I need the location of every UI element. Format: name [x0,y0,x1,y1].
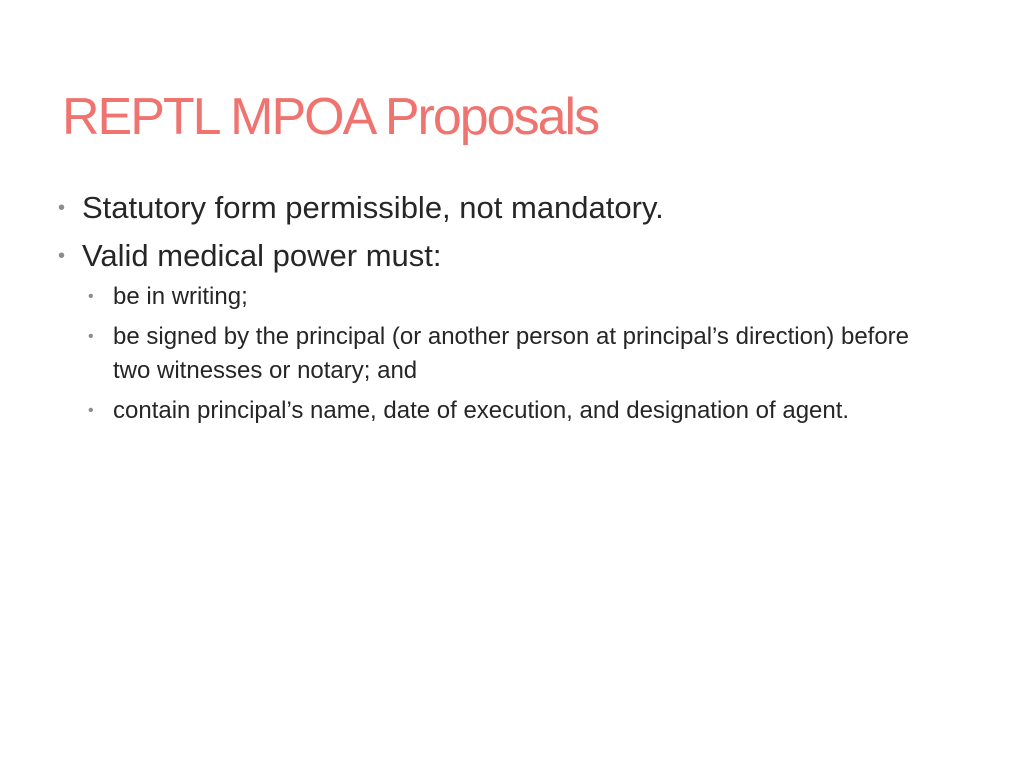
bullet-dot-icon: • [88,328,94,345]
sub-bullet-item [58,394,938,428]
bullet-text: Statutory form permissible, not mandatory. [82,190,664,225]
bullet-dot-icon: • [58,197,66,219]
bullet-dot-icon: • [88,402,94,419]
bullet-dot-icon: • [58,245,66,267]
slide-title: REPTL MPOA Proposals [62,88,599,146]
sub-bullet-text: contain principal’s name, date of execution, and designation of agent. [113,397,850,424]
bullet-item [58,232,938,280]
sub-bullet-item [58,320,938,388]
sub-bullet-text: be signed by the principal (or another person at principal’s direction) before two witnesses or notary; and [113,323,910,384]
sub-bullet-item [58,280,938,314]
bullet-text: Valid medical power must: [82,238,442,273]
bullet-list [58,184,938,434]
bullet-dot-icon: • [88,288,94,305]
sub-bullet-text: be in writing; [113,283,248,310]
bullet-item [58,184,938,232]
